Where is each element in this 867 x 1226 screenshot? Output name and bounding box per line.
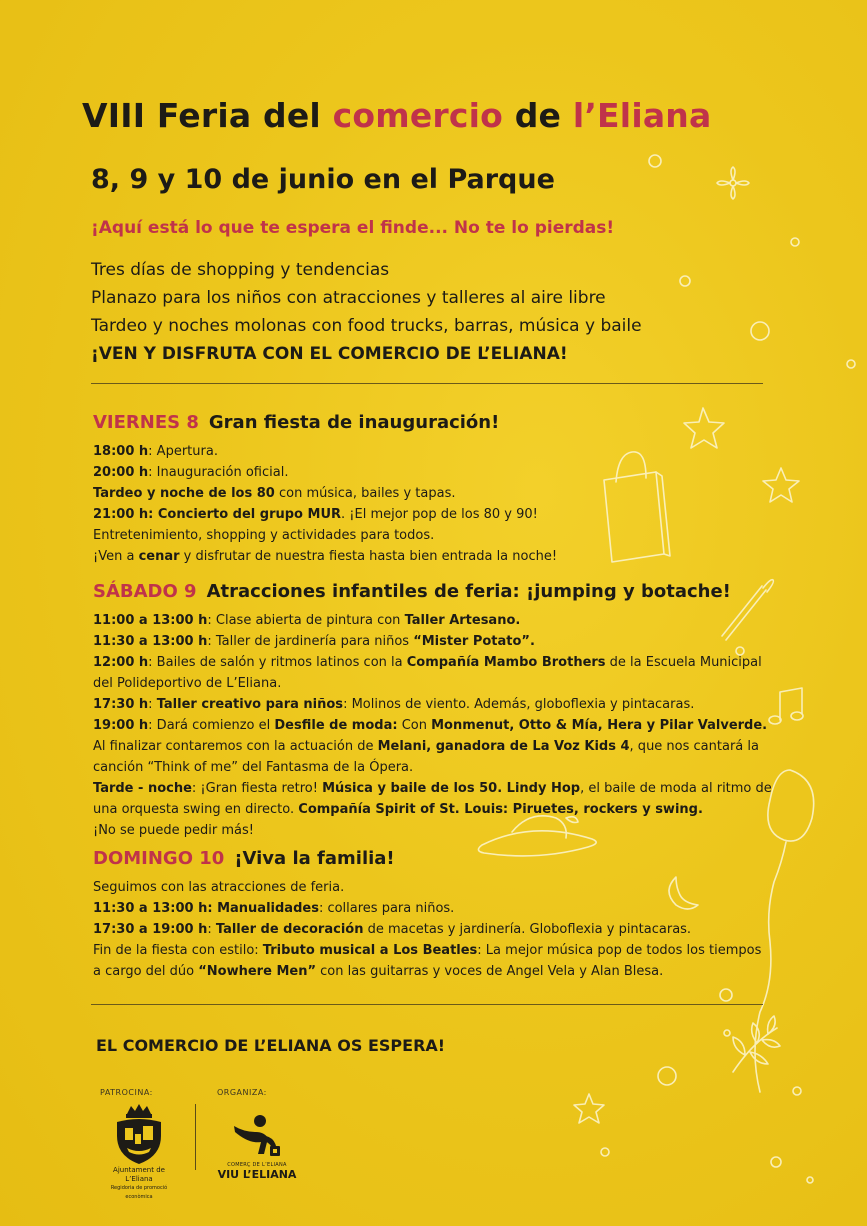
highlight: Tributo musical a Los Beatles bbox=[262, 943, 478, 958]
ayuntamiento-department: Regidoria de promoció econòmica bbox=[110, 1185, 168, 1200]
title-accent-place: l’Eliana bbox=[572, 96, 712, 135]
schedule-line bbox=[93, 898, 793, 919]
closing-message: EL COMERCIO DE L’ELIANA OS ESPERA! bbox=[96, 1036, 446, 1055]
highlight: Desfile de moda: bbox=[274, 718, 398, 733]
title-accent-word: comercio bbox=[332, 96, 504, 135]
section-heading bbox=[93, 848, 793, 869]
circle-doodle bbox=[601, 1148, 609, 1156]
star-doodle bbox=[574, 1094, 604, 1123]
section-heading bbox=[93, 412, 793, 433]
schedule-line bbox=[93, 961, 793, 982]
text: con las guitarras y voces de Angel Vela y Alan Blesa. bbox=[316, 964, 664, 979]
section-title: Gran fiesta de inauguración! bbox=[208, 412, 500, 433]
time: 17:30 a 19:00 h bbox=[93, 922, 208, 937]
text: ¡Ven a bbox=[93, 549, 139, 564]
highlight: Compañía Spirit of St. Louis: Piruetes, rockers y swing. bbox=[298, 802, 703, 817]
schedule-line bbox=[93, 694, 793, 715]
intro-line: Tres días de shopping y tendencias bbox=[91, 260, 390, 280]
text: ¡No se puede pedir más! bbox=[93, 823, 255, 838]
text: con música, bailes y tapas. bbox=[274, 486, 456, 501]
schedule-line bbox=[93, 757, 793, 778]
highlight: Taller de decoración bbox=[215, 922, 364, 937]
logo-separator bbox=[195, 1104, 196, 1170]
ayuntamiento-crest-icon bbox=[111, 1104, 167, 1166]
viu-big-text: VIU L’ELIANA bbox=[217, 1168, 297, 1181]
text: Con bbox=[397, 718, 432, 733]
highlight: 21:00 h: Concierto del grupo MUR bbox=[93, 507, 342, 522]
highlight: cenar bbox=[138, 549, 180, 564]
viu-leliana-caption bbox=[216, 1162, 298, 1181]
text: : collares para niños. bbox=[318, 901, 455, 916]
highlight: Música y baile de los 50. Lindy Hop bbox=[322, 781, 581, 796]
section-title: ¡Viva la familia! bbox=[234, 848, 395, 869]
text: : ¡Gran fiesta retro! bbox=[191, 781, 323, 796]
text: : Molinos de viento. Además, globoflexia y pintacaras. bbox=[343, 697, 695, 712]
schedule-line bbox=[93, 462, 793, 483]
text: : bbox=[207, 922, 216, 937]
schedule-line bbox=[93, 919, 793, 940]
title-part: de bbox=[503, 96, 573, 135]
text: : La mejor música pop de todos los tiempos bbox=[477, 943, 762, 958]
leaf-branch-doodle bbox=[733, 1016, 780, 1072]
event-dates: 8, 9 y 10 de junio en el Parque bbox=[91, 164, 555, 195]
highlight: Compañía Mambo Brothers bbox=[406, 655, 606, 670]
time: 18:00 h bbox=[93, 444, 149, 459]
section-day: VIERNES 8 bbox=[93, 412, 199, 433]
text: y disfrutar de nuestra fiesta hasta bien entrada la noche! bbox=[179, 549, 558, 564]
text: , el baile de moda al ritmo de bbox=[580, 781, 772, 796]
section-sabado bbox=[93, 581, 793, 841]
flower-doodle bbox=[717, 167, 749, 199]
time: 20:00 h bbox=[93, 465, 149, 480]
organizer-label: ORGANIZA: bbox=[217, 1088, 267, 1097]
highlight: Tardeo y noche de los 80 bbox=[93, 486, 275, 501]
time: 11:30 a 13:00 h: Manualidades bbox=[93, 901, 319, 916]
schedule-line bbox=[93, 525, 793, 546]
divider-top bbox=[91, 383, 763, 384]
circle-doodle bbox=[847, 360, 855, 368]
time: 11:00 a 13:00 h bbox=[93, 613, 208, 628]
schedule-line bbox=[93, 631, 793, 652]
highlight: “Mister Potato”. bbox=[413, 634, 535, 649]
schedule-line bbox=[93, 546, 793, 567]
section-title: Atracciones infantiles de feria: ¡jumping y botache! bbox=[206, 581, 731, 602]
section-viernes bbox=[93, 412, 793, 567]
circle-doodle bbox=[807, 1177, 813, 1183]
schedule-line bbox=[93, 441, 793, 462]
schedule-line bbox=[93, 940, 793, 961]
schedule-line bbox=[93, 715, 793, 736]
viu-leliana-logo-icon bbox=[230, 1112, 282, 1160]
text: Seguimos con las atracciones de feria. bbox=[93, 880, 345, 895]
circle-doodle bbox=[649, 155, 661, 167]
schedule-line bbox=[93, 652, 793, 673]
highlight: Tarde - noche bbox=[93, 781, 192, 796]
text: : Bailes de salón y ritmos latinos con la bbox=[148, 655, 407, 670]
section-domingo bbox=[93, 848, 793, 982]
text: : Dará comienzo el bbox=[148, 718, 275, 733]
intro-line: Planazo para los niños con atracciones y talleres al aire libre bbox=[91, 288, 606, 308]
text: del Polideportivo de L’Eliana. bbox=[93, 676, 282, 691]
text: una orquesta swing en directo. bbox=[93, 802, 299, 817]
text: : Inauguración oficial. bbox=[148, 465, 289, 480]
intro-line: Tardeo y noches molonas con food trucks, barras, música y baile bbox=[91, 316, 642, 336]
schedule-line bbox=[93, 483, 793, 504]
circle-doodle bbox=[658, 1067, 676, 1085]
section-day: SÁBADO 9 bbox=[93, 581, 197, 602]
text: : bbox=[148, 697, 157, 712]
intro-block bbox=[91, 256, 642, 368]
text: de macetas y jardinería. Globoflexia y pintacaras. bbox=[363, 922, 692, 937]
highlight: Taller Artesano. bbox=[404, 613, 521, 628]
schedule-line bbox=[93, 820, 793, 841]
text: : Apertura. bbox=[148, 444, 218, 459]
highlight: “Nowhere Men” bbox=[198, 964, 316, 979]
ayuntamiento-name: Ajuntament de L’Eliana bbox=[113, 1166, 165, 1183]
viu-small-text: COMERÇ DE L’ELIANA bbox=[227, 1162, 287, 1168]
ayuntamiento-caption bbox=[101, 1166, 177, 1202]
schedule-line bbox=[93, 504, 793, 525]
schedule-line bbox=[93, 673, 793, 694]
text: . ¡El mejor pop de los 80 y 90! bbox=[341, 507, 538, 522]
highlight: Monmenut, Otto & Mía, Hera y Pilar Valverde. bbox=[431, 718, 768, 733]
circle-doodle bbox=[793, 1087, 801, 1095]
text: de la Escuela Municipal bbox=[605, 655, 762, 670]
schedule-line bbox=[93, 799, 793, 820]
circle-doodle bbox=[791, 238, 799, 246]
text: Entretenimiento, shopping y actividades para todos. bbox=[93, 528, 435, 543]
section-heading bbox=[93, 581, 793, 602]
intro-callout: ¡VEN Y DISFRUTA CON EL COMERCIO DE L’ELIANA! bbox=[91, 344, 568, 364]
circle-doodle bbox=[720, 989, 732, 1001]
schedule-line bbox=[93, 778, 793, 799]
circle-doodle bbox=[751, 322, 769, 340]
schedule-line bbox=[93, 610, 793, 631]
title-part: VIII Feria del bbox=[82, 96, 333, 135]
schedule-line bbox=[93, 877, 793, 898]
time: 12:00 h bbox=[93, 655, 149, 670]
time: 19:00 h bbox=[93, 718, 149, 733]
text: Al finalizar contaremos con la actuación de bbox=[93, 739, 378, 754]
text: Fin de la fiesta con estilo: bbox=[93, 943, 263, 958]
page-title bbox=[82, 96, 711, 135]
section-day: DOMINGO 10 bbox=[93, 848, 225, 869]
sponsor-label: PATROCINA: bbox=[100, 1088, 153, 1097]
time: 11:30 a 13:00 h bbox=[93, 634, 208, 649]
time: 17:30 h bbox=[93, 697, 149, 712]
tagline: ¡Aquí está lo que te espera el finde... No te lo pierdas! bbox=[91, 218, 615, 238]
circle-doodle bbox=[680, 276, 690, 286]
highlight: Melani, ganadora de La Voz Kids 4 bbox=[377, 739, 630, 754]
circle-doodle bbox=[724, 1030, 730, 1036]
text: canción “Think of me” del Fantasma de la Ópera. bbox=[93, 760, 414, 775]
schedule-line bbox=[93, 736, 793, 757]
text: , que nos cantará la bbox=[629, 739, 759, 754]
text: : Taller de jardinería para niños bbox=[207, 634, 414, 649]
circle-doodle bbox=[771, 1157, 781, 1167]
highlight: Taller creativo para niños bbox=[156, 697, 344, 712]
text: : Clase abierta de pintura con bbox=[207, 613, 405, 628]
divider-bottom bbox=[91, 1004, 763, 1005]
text: a cargo del dúo bbox=[93, 964, 199, 979]
